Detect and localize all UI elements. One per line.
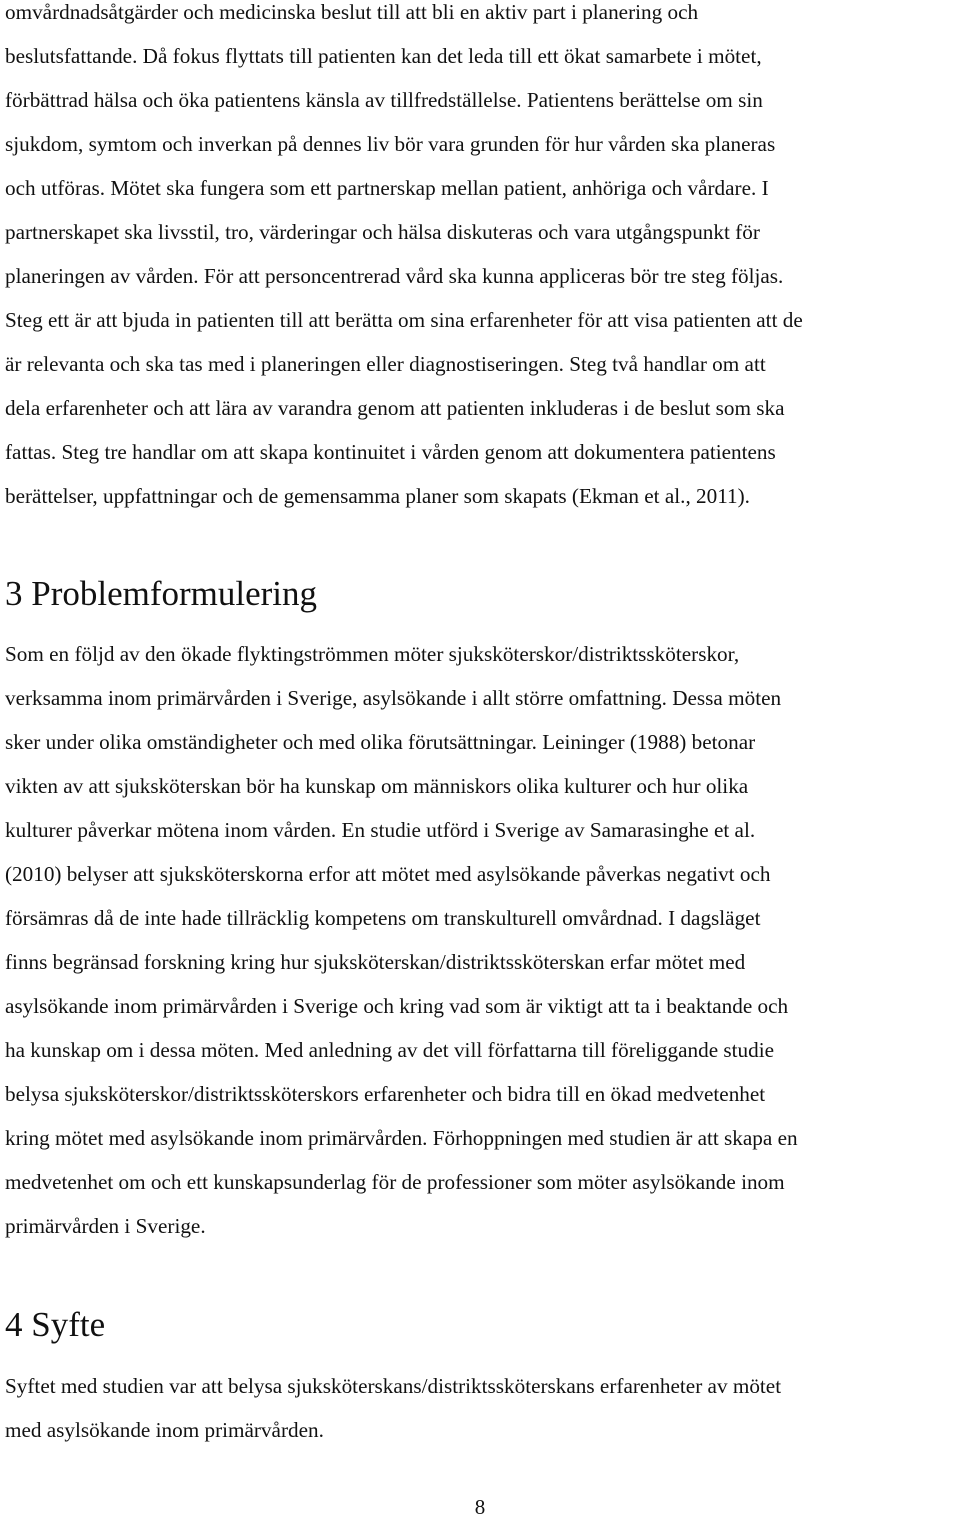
text-line: Syftet med studien var att belysa sjuksköterskans/distriktssköterskans erfarenheter av mötet bbox=[5, 1374, 782, 1398]
text-line: sjukdom, symtom och inverkan på dennes liv bör vara grunden för hur vården ska planeras bbox=[5, 132, 776, 156]
text-line: asylsökande inom primärvården i Sverige och kring vad som är viktigt att ta i beaktande och bbox=[5, 994, 789, 1018]
text-line: planeringen av vården. För att personcentrerad vård ska kunna appliceras bör tre steg följas. bbox=[5, 264, 784, 288]
text-line: dela erfarenheter och att lära av varandra genom att patienten inkluderas i de beslut som ska bbox=[5, 396, 785, 420]
text-line: omvårdnadsåtgärder och medicinska beslut till att bli en aktiv part i planering och bbox=[5, 0, 699, 24]
aim-paragraph bbox=[5, 1364, 781, 1452]
intro-paragraph bbox=[5, 0, 803, 518]
text-line: verksamma inom primärvården i Sverige, asylsökande i allt större omfattning. Dessa möten bbox=[5, 686, 782, 710]
text-line: ha kunskap om i dessa möten. Med anledning av det vill författarna till föreliggande studie bbox=[5, 1038, 775, 1062]
text-line: och utföras. Mötet ska fungera som ett partnerskap mellan patient, anhöriga och vårdare. I bbox=[5, 176, 769, 200]
text-line: belysa sjuksköterskor/distriktssköterskors erfarenheter och bidra till en ökad medvetenhet bbox=[5, 1082, 766, 1106]
text-line: kring mötet med asylsökande inom primärvården. Förhoppningen med studien är att skapa en bbox=[5, 1126, 798, 1150]
text-line: kulturer påverkar mötena inom vården. En studie utförd i Sverige av Samarasinghe et al. bbox=[5, 818, 756, 842]
text-line: är relevanta och ska tas med i planeringen eller diagnostiseringen. Steg två handlar om att bbox=[5, 352, 766, 376]
text-line: förbättrad hälsa och öka patientens känsla av tillfredställelse. Patientens berättelse om sin bbox=[5, 88, 763, 112]
text-line: Som en följd av den ökade flyktingströmmen möter sjuksköterskor/distriktssköterskor, bbox=[5, 642, 740, 666]
text-line: primärvården i Sverige. bbox=[5, 1214, 206, 1238]
text-line: finns begränsad forskning kring hur sjuksköterskan/distriktssköterskan erfar mötet med bbox=[5, 950, 746, 974]
text-line: (2010) belyser att sjuksköterskorna erfor att mötet med asylsökande påverkas negativt och bbox=[5, 862, 771, 886]
text-line: Steg ett är att bjuda in patienten till att berätta om sina erfarenheter för att visa patienten att de bbox=[5, 308, 803, 332]
problem-paragraph bbox=[5, 632, 798, 1248]
text-line: medvetenhet om och ett kunskapsunderlag för de professioner som möter asylsökande inom bbox=[5, 1170, 785, 1194]
section-heading-problem: 3 Problemformulering bbox=[5, 574, 318, 613]
text-line: sker under olika omständigheter och med olika förutsättningar. Leininger (1988) betonar bbox=[5, 730, 756, 754]
text-line: berättelser, uppfattningar och de gemensamma planer som skapats (Ekman et al., 2011). bbox=[5, 484, 750, 508]
text-line: partnerskapet ska livsstil, tro, värderingar och hälsa diskuteras och vara utgångspunkt för bbox=[5, 220, 760, 244]
text-line: fattas. Steg tre handlar om att skapa kontinuitet i vården genom att dokumentera patientens bbox=[5, 440, 776, 464]
text-line: med asylsökande inom primärvården. bbox=[5, 1418, 324, 1442]
page-number: 8 bbox=[474, 1495, 486, 1519]
section-heading-aim: 4 Syfte bbox=[5, 1305, 106, 1344]
text-line: vikten av att sjuksköterskan bör ha kunskap om människors olika kulturer och hur olika bbox=[5, 774, 749, 798]
text-line: beslutsfattande. Då fokus flyttats till patienten kan det leda till ett ökat samarbete i mötet, bbox=[5, 44, 762, 68]
text-line: försämras då de inte hade tillräcklig kompetens om transkulturell omvårdnad. I dagsläget bbox=[5, 906, 761, 930]
